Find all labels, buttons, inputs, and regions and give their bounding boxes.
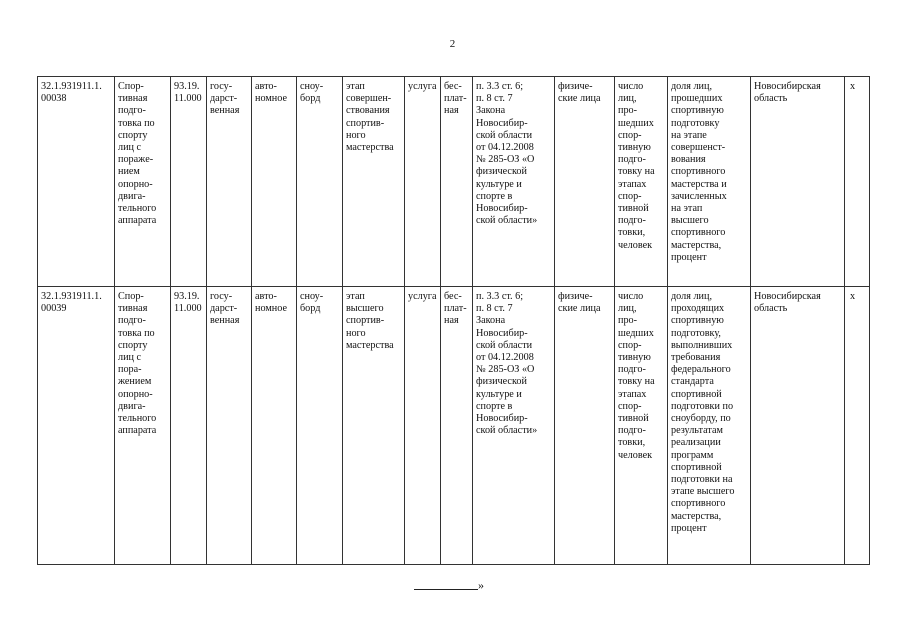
service-code-cell: 32.1.931911.1. 00039 [38, 287, 115, 565]
training-stage-cell: этап совершен- ствования спортив- ного мастерства [343, 77, 405, 287]
kind-cell: услуга [405, 287, 441, 565]
closing-quote: » [478, 578, 484, 592]
kind-cell: услуга [405, 77, 441, 287]
mark-cell: х [845, 77, 870, 287]
region-cell: Новосибирская область [751, 77, 845, 287]
okved-cell: 93.19. 11.000 [171, 287, 207, 565]
consumers-cell: физиче- ские лица [555, 77, 615, 287]
service-code-cell: 32.1.931911.1. 00038 [38, 77, 115, 287]
institution-type-cell: авто- номное [252, 287, 297, 565]
service-name-cell: Спор- тивная подго- товка по спорту лиц с поражe- нием опорно- двига- тельного аппарата [115, 77, 171, 287]
payment-cell: бес- плат- ная [441, 287, 473, 565]
volume-indicator-cell: число лиц, про- шедших спор- тивную подго- товку на этапах спор- тивной подго- товки, человек [615, 77, 668, 287]
document-end-mark [414, 578, 484, 593]
mark-cell: х [845, 287, 870, 565]
legal-basis-cell: п. 3.3 ст. 6; п. 8 ст. 7 Закона Новосибир- ской области от 04.12.2008 № 285-ОЗ «О физической культуре и спорте в Новосибир- ской области» [473, 287, 555, 565]
training-stage-cell: этап высшего спортив- ного мастерства [343, 287, 405, 565]
signature-line [414, 589, 478, 590]
service-name-cell: Спор- тивная подго- товка по спорту лиц с пора- жением опорно- двига- тельного аппарата [115, 287, 171, 565]
consumers-cell: физиче- ские лица [555, 287, 615, 565]
institution-type-cell: авто- номное [252, 77, 297, 287]
quality-indicator-cell: доля лиц, проходящих спортивную подготовку, выполнивших требования федерального стандарта спортивной подготовки по сноуборду, по результатам реализации программ спортивной подготовки на этапе высшего спортивного мастерства, процент [668, 287, 751, 565]
region-cell: Новосибирская область [751, 287, 845, 565]
table-row [38, 77, 870, 287]
payment-cell: бес- плат- ная [441, 77, 473, 287]
sport-cell: сноу- борд [297, 77, 343, 287]
volume-indicator-cell: число лиц, про- шедших спор- тивную подго- товку на этапах спор- тивной подго- товки, человек [615, 287, 668, 565]
sport-cell: сноу- борд [297, 287, 343, 565]
page-number: 2 [449, 38, 456, 50]
quality-indicator-cell: доля лиц, прошедших спортивную подготовку на этапе совершенст- вования спортивного мастерства и зачисленных на этап высшего спортивного мастерства, процент [668, 77, 751, 287]
okved-cell: 93.19. 11.000 [171, 77, 207, 287]
table-row [38, 287, 870, 565]
legal-basis-cell: п. 3.3 ст. 6; п. 8 ст. 7 Закона Новосибир- ской области от 04.12.2008 № 285-ОЗ «О физической культуре и спорте в Новосибир- ской области» [473, 77, 555, 287]
services-registry-table [37, 76, 870, 565]
ownership-cell: госу- дарст- венная [207, 287, 252, 565]
ownership-cell: госу- дарст- венная [207, 77, 252, 287]
